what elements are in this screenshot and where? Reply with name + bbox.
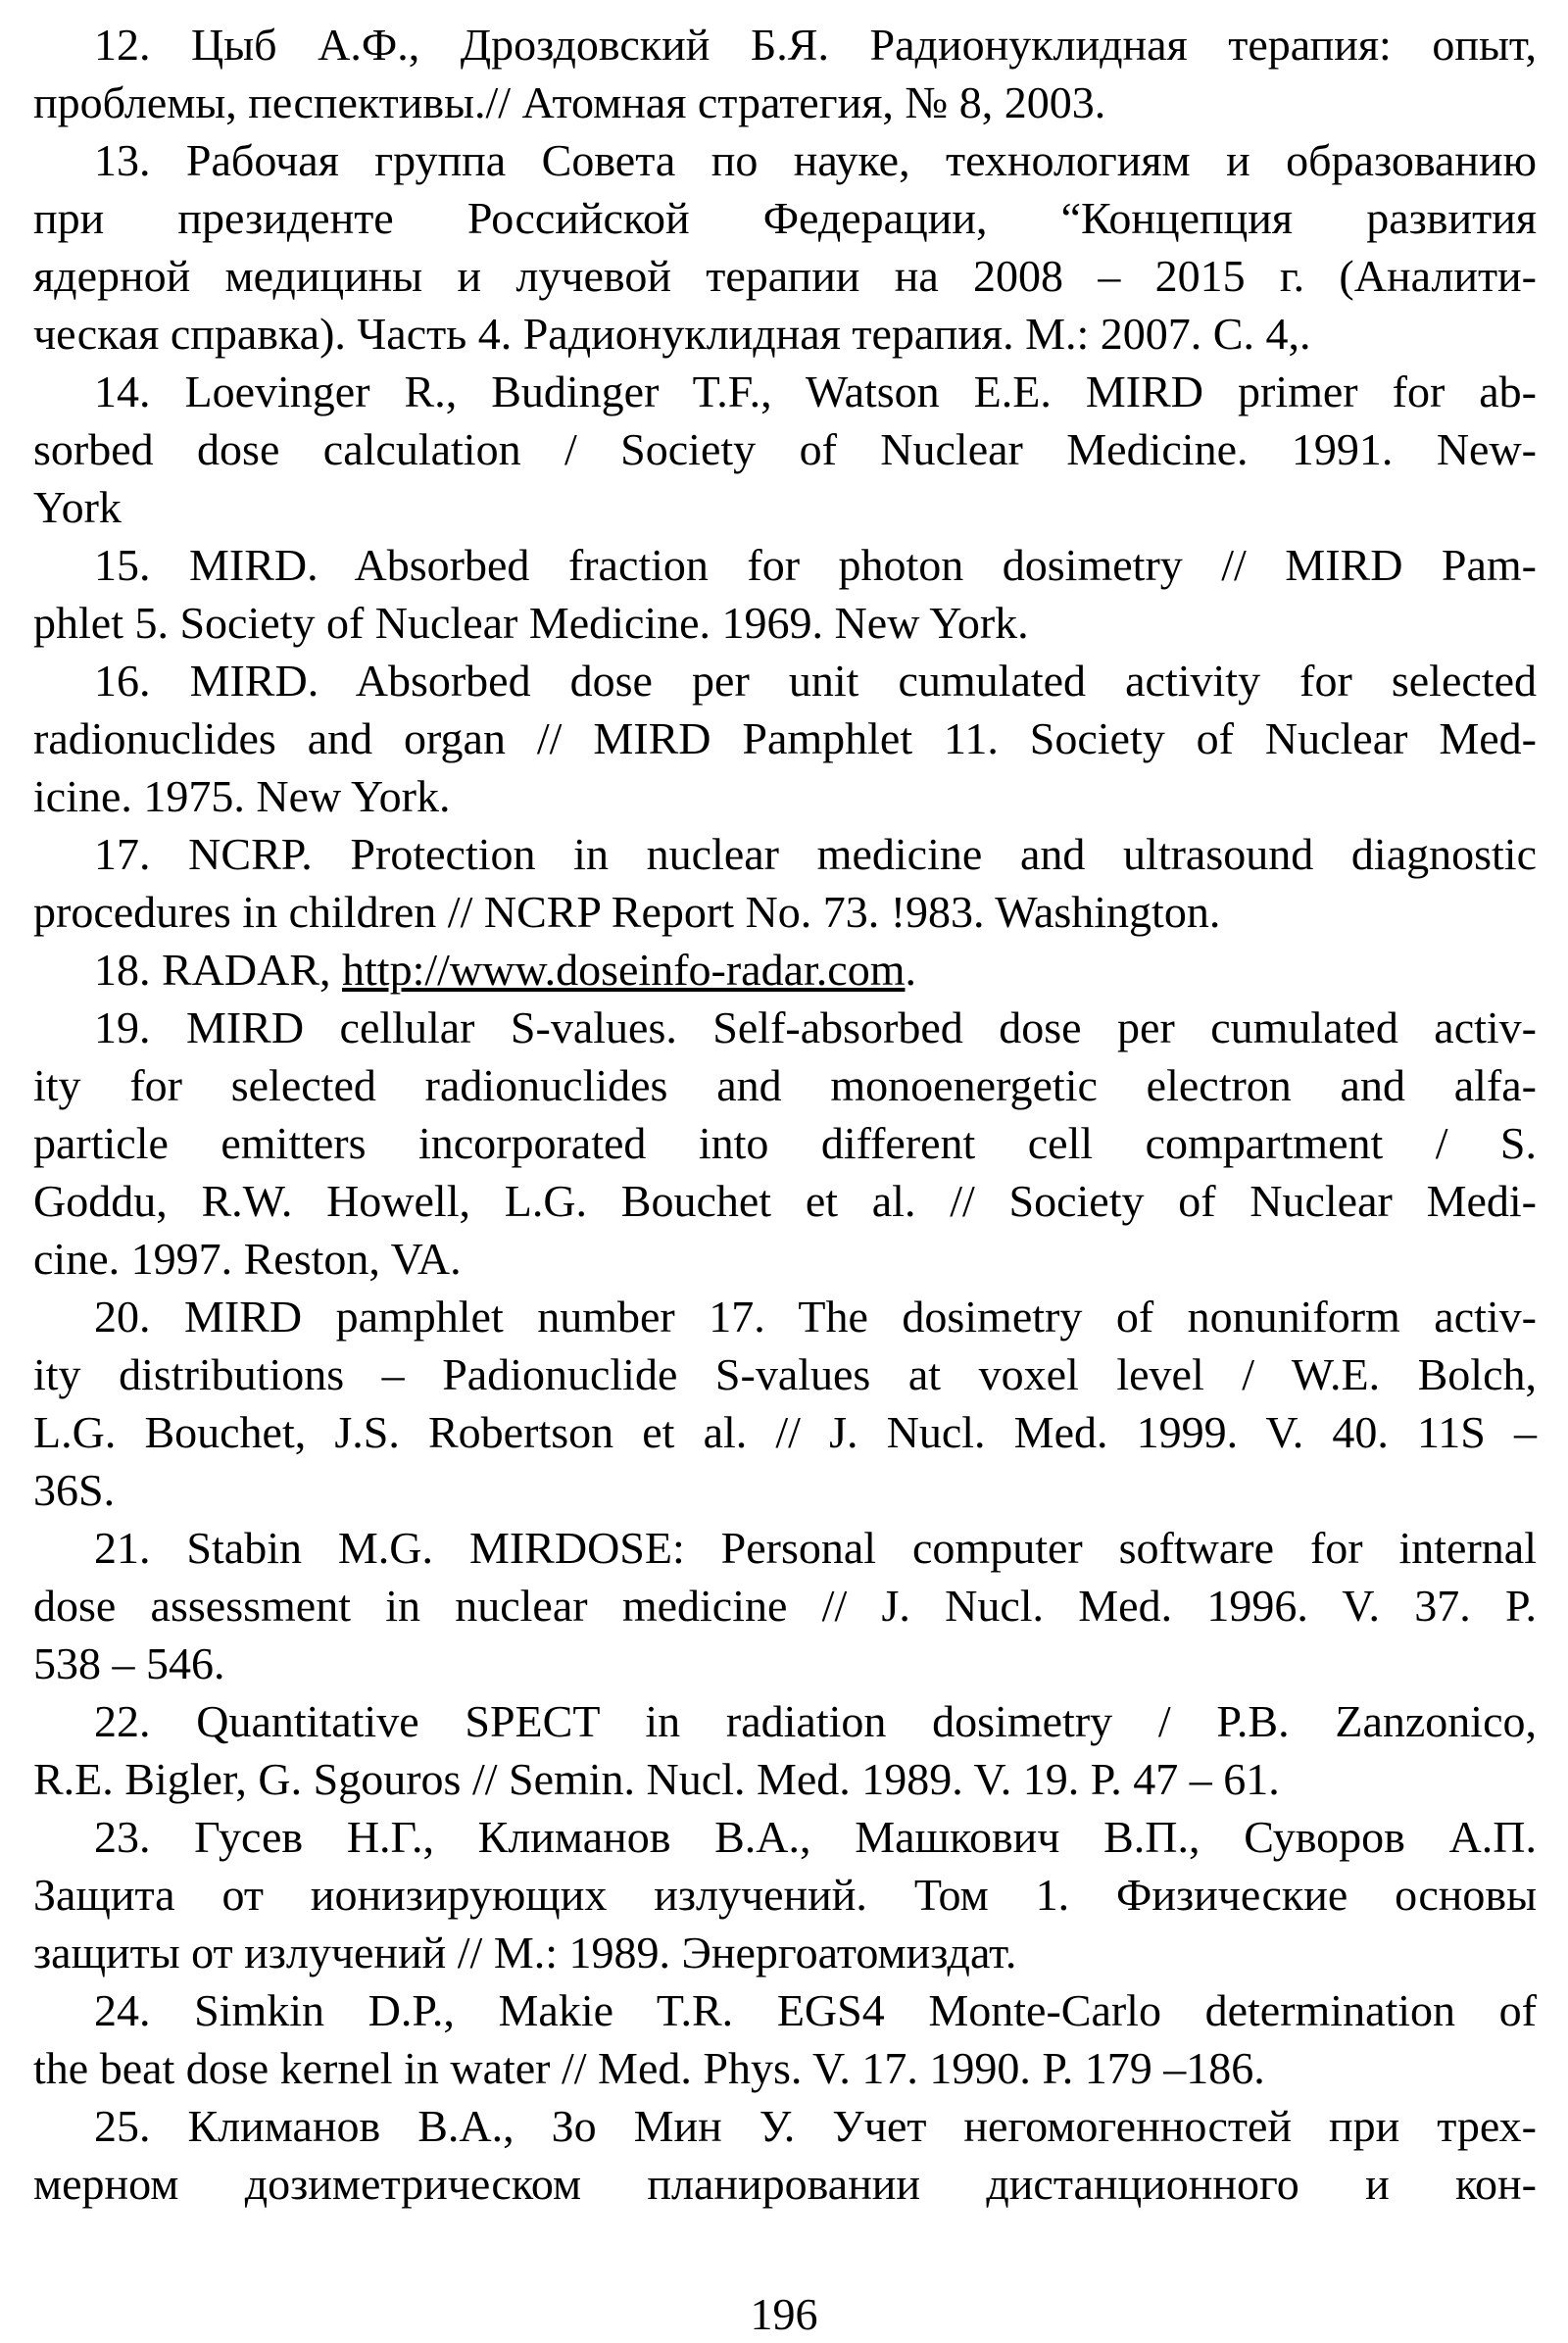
reference-link[interactable]: http://www.doseinfo-radar.com (342, 945, 906, 995)
reference-text: проблемы, песпективы.// Атомная стратегия, № 8, 2003. (33, 77, 1106, 127)
reference-line (33, 1577, 1537, 1635)
reference-text: 18. RADAR, (94, 945, 343, 995)
reference-text: 22. Quantitative SPECT in radiation dosimetry / P.B. Zanzonico, (94, 1696, 1537, 1746)
reference-text: ядерной медицины и лучевой терапии на 2008 – 2015 г. (Аналити- (33, 251, 1537, 301)
reference-text: 14. Loevinger R., Budinger T.F., Watson E.E. MIRD primer for ab- (94, 366, 1537, 416)
reference-text: 13. Рабочая группа Совета по науке, технологиям и образованию (94, 135, 1537, 185)
reference-text: 19. MIRD cellular S-values. Self-absorbed dose per cumulated activ- (94, 1002, 1537, 1052)
reference-line (33, 189, 1537, 247)
reference-line (33, 536, 1537, 594)
page-number: 196 (750, 2289, 818, 2339)
reference-text: R.E. Bigler, G. Sgouros // Semin. Nucl. Med. 1989. V. 19. P. 47 – 61. (33, 1754, 1280, 1804)
reference-line (33, 652, 1537, 709)
reference-text: ity distributions – Padionuclide S-values at voxel level / W.E. Bolch, (33, 1349, 1537, 1399)
reference-line (33, 1345, 1537, 1403)
reference-item-25 (33, 2097, 1537, 2213)
reference-item-24 (33, 1981, 1537, 2097)
reference-line (33, 941, 1537, 999)
reference-text: 538 – 546. (33, 1638, 225, 1688)
reference-item-12 (33, 16, 1537, 131)
reference-text: Goddu, R.W. Howell, L.G. Bouchet et al. // Society of Nuclear Medi- (33, 1176, 1537, 1226)
reference-line (33, 1866, 1537, 1924)
reference-item-19 (33, 999, 1537, 1288)
reference-line (33, 594, 1537, 652)
reference-text: 16. MIRD. Absorbed dose per unit cumulated activity for selected (94, 656, 1537, 706)
reference-line (33, 1461, 1537, 1519)
reference-text: dose assessment in nuclear medicine // J. Nucl. Med. 1996. V. 37. P. (33, 1581, 1537, 1631)
reference-text: icine. 1975. New York. (33, 771, 451, 821)
reference-text: ity for selected radionuclides and monoenergetic electron and alfa- (33, 1060, 1537, 1110)
reference-line (33, 1981, 1537, 2039)
reference-line (33, 1172, 1537, 1230)
reference-text: при президенте Российской Федерации, “Концепция развития (33, 193, 1537, 243)
reference-line (33, 363, 1537, 420)
reference-line (33, 1519, 1537, 1577)
reference-item-21 (33, 1519, 1537, 1692)
reference-item-16 (33, 652, 1537, 825)
reference-item-22 (33, 1692, 1537, 1808)
reference-text: защиты от излучений // М.: 1989. Энергоатомиздат. (33, 1928, 1017, 1977)
reference-item-14 (33, 363, 1537, 536)
reference-text: phlet 5. Society of Nuclear Medicine. 1969. New York. (33, 598, 1029, 648)
reference-line (33, 2039, 1537, 2097)
reference-text: procedures in children // NCRP Report No. 73. !983. Washington. (33, 887, 1221, 937)
reference-item-17 (33, 825, 1537, 941)
reference-line (33, 305, 1537, 363)
reference-line (33, 883, 1537, 941)
reference-text: Защита от ионизирующих излучений. Том 1. Физические основы (33, 1870, 1537, 1920)
reference-text: . (905, 945, 916, 995)
reference-line (33, 1924, 1537, 1981)
reference-text: 12. Цыб А.Ф., Дроздовский Б.Я. Радионуклидная терапия: опыт, (94, 20, 1537, 70)
reference-line (33, 1750, 1537, 1808)
reference-line (33, 2097, 1537, 2155)
reference-line (33, 247, 1537, 305)
reference-text: sorbed dose calculation / Society of Nuclear Medicine. 1991. New- (33, 424, 1537, 474)
reference-line (33, 999, 1537, 1056)
reference-text: 36S. (33, 1465, 116, 1515)
reference-line (33, 478, 1537, 536)
reference-line (33, 1403, 1537, 1461)
reference-line (33, 1692, 1537, 1750)
reference-text: particle emitters incorporated into different cell compartment / S. (33, 1118, 1537, 1168)
reference-text: 17. NCRP. Protection in nuclear medicine and ultrasound diagnostic (94, 829, 1537, 879)
reference-line (33, 1808, 1537, 1866)
reference-text: 23. Гусев Н.Г., Климанов В.А., Машкович В.П., Суворов А.П. (94, 1812, 1537, 1862)
reference-line (33, 16, 1537, 73)
reference-line (33, 1230, 1537, 1288)
reference-line (33, 420, 1537, 478)
reference-item-15 (33, 536, 1537, 652)
reference-line (33, 1056, 1537, 1114)
reference-text: 24. Simkin D.P., Makie T.R. EGS4 Monte-Carlo determination of (94, 1985, 1537, 2035)
reference-text: York (33, 482, 122, 532)
reference-line (33, 2155, 1537, 2213)
reference-line (33, 131, 1537, 189)
reference-line (33, 767, 1537, 825)
reference-text: radionuclides and organ // MIRD Pamphlet 11. Society of Nuclear Med- (33, 713, 1537, 763)
reference-text: 20. MIRD pamphlet number 17. The dosimetry of nonuniform activ- (94, 1292, 1537, 1342)
reference-list (33, 16, 1537, 2213)
reference-line (33, 73, 1537, 131)
reference-item-13 (33, 131, 1537, 363)
reference-item-20 (33, 1288, 1537, 1519)
reference-text: 15. MIRD. Absorbed fraction for photon dosimetry // MIRD Pam- (94, 540, 1537, 590)
reference-item-18 (33, 941, 1537, 999)
reference-line (33, 1288, 1537, 1345)
reference-text: the beat dose kernel in water // Med. Phys. V. 17. 1990. P. 179 –186. (33, 2043, 1265, 2093)
reference-line (33, 1635, 1537, 1692)
reference-item-23 (33, 1808, 1537, 1981)
reference-text: 21. Stabin M.G. MIRDOSE: Personal computer software for internal (94, 1523, 1537, 1573)
reference-line (33, 709, 1537, 767)
reference-text: L.G. Bouchet, J.S. Robertson et al. // J. Nucl. Med. 1999. V. 40. 11S – (33, 1407, 1537, 1457)
reference-text: 25. Климанов В.А., Зо Мин У. Учет негомогенностей при трех- (94, 2101, 1537, 2151)
reference-line (33, 1114, 1537, 1172)
reference-text: cine. 1997. Reston, VA. (33, 1234, 462, 1284)
reference-line (33, 825, 1537, 883)
reference-text: ческая справка). Часть 4. Радионуклидная терапия. М.: 2007. С. 4,. (33, 309, 1311, 359)
reference-text: мерном дозиметрическом планировании дистанционного и кон- (33, 2159, 1537, 2209)
